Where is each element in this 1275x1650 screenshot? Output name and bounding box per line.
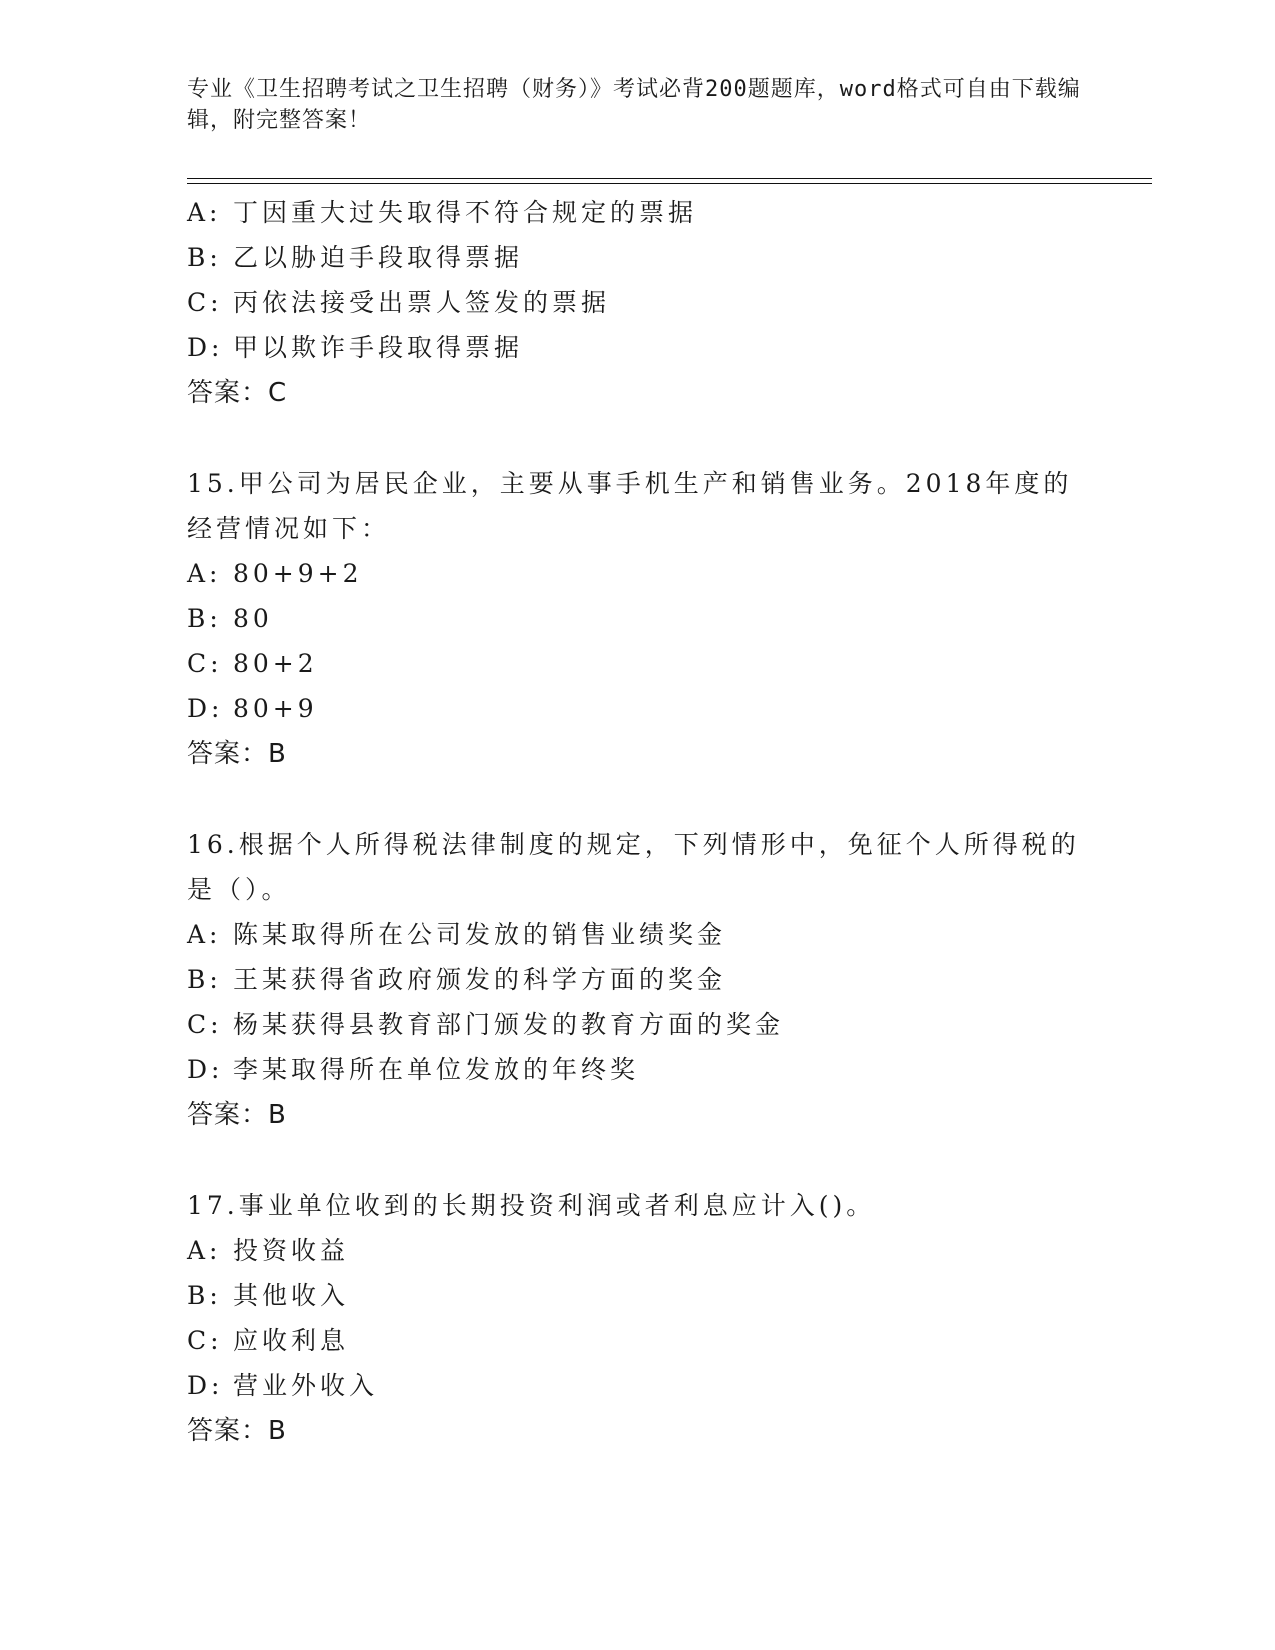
option-text: 80+2	[233, 649, 318, 678]
answer-line: 答案：B	[187, 739, 287, 769]
question-list	[187, 190, 1147, 1454]
answer-line: 答案：C	[187, 378, 288, 408]
option-c	[187, 641, 1147, 686]
option-d	[187, 325, 1147, 370]
option-b	[187, 596, 1147, 641]
option-key: D:	[187, 333, 224, 362]
option-c	[187, 1002, 1147, 1047]
option-key: D:	[187, 1055, 224, 1084]
option-d	[187, 686, 1147, 731]
question-stem: 16.根据个人所得税法律制度的规定，下列情形中，免征个人所得税的是（）。	[187, 830, 1080, 904]
option-key: C:	[187, 1010, 223, 1039]
option-key: C:	[187, 1326, 223, 1355]
option-text: 营业外收入	[233, 1371, 379, 1400]
option-key: B:	[187, 965, 222, 994]
option-text: 杨某获得县教育部门颁发的教育方面的奖金	[233, 1010, 785, 1039]
option-key: B:	[187, 604, 222, 633]
document-header: 专业《卫生招聘考试之卫生招聘（财务）》考试必背200题题库，word格式可自由下载编辑，附完整答案！	[187, 77, 1081, 133]
option-a	[187, 1228, 1147, 1273]
option-key: D:	[187, 1371, 224, 1400]
answer-line: 答案：B	[187, 1100, 287, 1130]
option-text: 投资收益	[233, 1236, 350, 1265]
option-key: A:	[187, 559, 222, 588]
question-stem: 15.甲公司为居民企业，主要从事手机生产和销售业务。2018年度的经营情况如下：	[187, 469, 1073, 543]
option-a	[187, 190, 1147, 235]
option-b	[187, 1273, 1147, 1318]
option-text: 乙以胁迫手段取得票据	[233, 243, 524, 272]
option-key: A:	[187, 1236, 222, 1265]
option-b	[187, 957, 1147, 1002]
option-text: 其他收入	[233, 1281, 350, 1310]
option-a	[187, 551, 1147, 596]
option-key: C:	[187, 288, 223, 317]
option-text: 80+9	[233, 694, 318, 723]
option-text: 丁因重大过失取得不符合规定的票据	[233, 198, 698, 227]
question-stem: 17.事业单位收到的长期投资利润或者利息应计入()。	[187, 1191, 876, 1220]
option-key: B:	[187, 243, 222, 272]
answer-line: 答案：B	[187, 1416, 287, 1446]
option-a	[187, 912, 1147, 957]
option-key: A:	[187, 198, 222, 227]
option-d	[187, 1047, 1147, 1092]
option-key: B:	[187, 1281, 222, 1310]
option-text: 应收利息	[233, 1326, 350, 1355]
option-key: A:	[187, 920, 222, 949]
question-block-17	[187, 1183, 1147, 1454]
header-divider	[187, 178, 1152, 184]
option-key: D:	[187, 694, 224, 723]
option-text: 王某获得省政府颁发的科学方面的奖金	[233, 965, 727, 994]
option-c	[187, 280, 1147, 325]
question-block-15	[187, 461, 1147, 777]
option-text: 80	[233, 604, 273, 633]
option-text: 陈某取得所在公司发放的销售业绩奖金	[233, 920, 727, 949]
option-text: 李某取得所在单位发放的年终奖	[233, 1055, 640, 1084]
option-b	[187, 235, 1147, 280]
option-d	[187, 1363, 1147, 1408]
option-key: C:	[187, 649, 223, 678]
question-block-16	[187, 822, 1147, 1138]
question-block-prev	[187, 190, 1147, 416]
option-text: 甲以欺诈手段取得票据	[233, 333, 524, 362]
option-text: 80+9+2	[233, 559, 363, 588]
option-c	[187, 1318, 1147, 1363]
option-text: 丙依法接受出票人签发的票据	[233, 288, 611, 317]
